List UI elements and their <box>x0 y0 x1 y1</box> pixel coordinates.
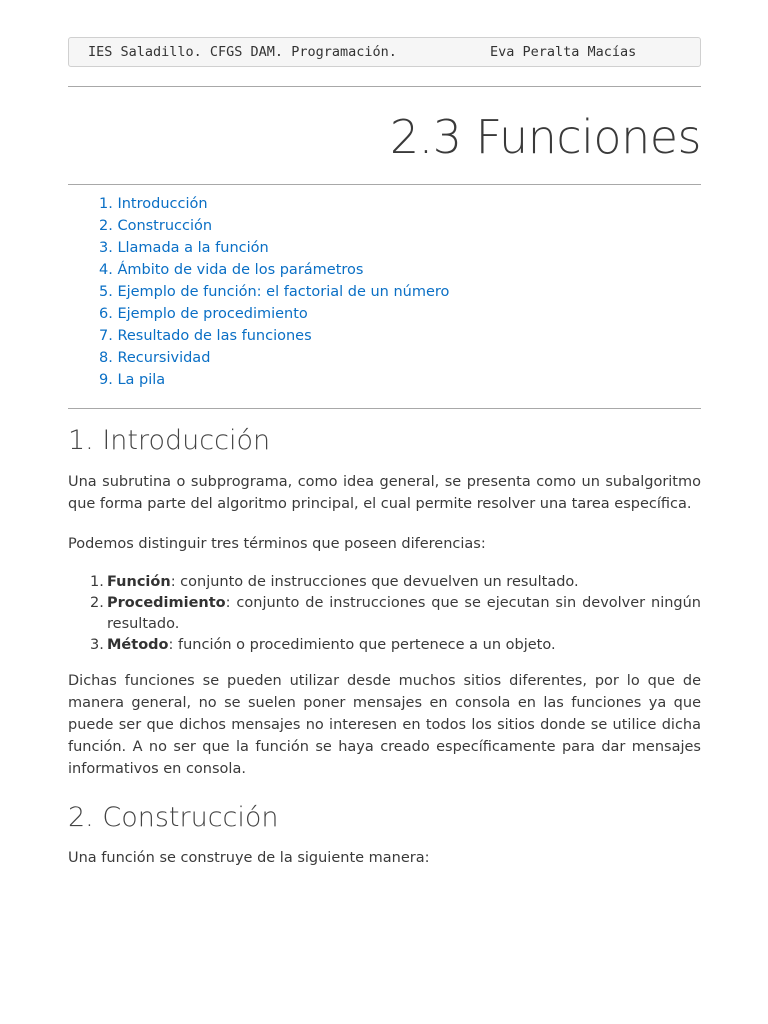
divider <box>68 184 701 185</box>
list-number: 1. <box>90 574 104 590</box>
toc-item <box>99 281 449 303</box>
term-name: Procedimiento <box>107 595 226 611</box>
list-item <box>68 572 701 593</box>
toc-item <box>99 325 449 347</box>
term-description: : función o procedimiento que pertenece a un objeto. <box>168 637 556 653</box>
toc-link-factorial[interactable]: 5. Ejemplo de función: el factorial de un número <box>99 284 450 300</box>
header-author: Eva Peralta Macías <box>490 44 637 60</box>
running-header <box>68 37 701 67</box>
list-number: 3. <box>90 637 104 653</box>
toc-link-construccion[interactable]: 2. Construcción <box>99 218 213 234</box>
paragraph: Podemos distinguir tres términos que poseen diferencias: <box>68 536 486 552</box>
terms-list <box>68 572 701 656</box>
toc-link-resultado[interactable]: 7. Resultado de las funciones <box>99 328 312 344</box>
term-description: : conjunto de instrucciones que se ejecutan sin devolver ningún resultado. <box>107 595 701 632</box>
term-name: Función <box>107 574 171 590</box>
toc-item <box>99 259 449 281</box>
toc-item <box>99 215 449 237</box>
toc-link-pila[interactable]: 9. La pila <box>99 372 166 388</box>
list-number: 2. <box>90 595 104 611</box>
toc-link-introduccion[interactable]: 1. Introducción <box>99 196 208 212</box>
toc-item <box>99 347 449 369</box>
section-heading-construccion: 2. Construcción <box>68 802 279 833</box>
divider <box>68 408 701 409</box>
term-description: : conjunto de instrucciones que devuelven un resultado. <box>170 574 579 590</box>
paragraph: Dichas funciones se pueden utilizar desde muchos sitios diferentes, por lo que de manera general, no se suelen poner mensajes en consola en las funciones ya que puede ser que dichos mensajes no interesen en todos los sitios donde se utilice dicha función. A no ser que la función se haya creado específicamente para dar mensajes informativos en consola. <box>68 673 701 777</box>
paragraph: Una subrutina o subprograma, como idea general, se presenta como un subalgoritmo que forma parte del algoritmo principal, el cual permite resolver una tarea específica. <box>68 474 701 512</box>
toc-item <box>99 193 449 215</box>
toc-link-recursividad[interactable]: 8. Recursividad <box>99 350 211 366</box>
toc-item <box>99 237 449 259</box>
divider <box>68 86 701 87</box>
list-item <box>68 635 701 656</box>
toc-item <box>99 303 449 325</box>
toc-link-procedimiento[interactable]: 6. Ejemplo de procedimiento <box>99 306 308 322</box>
toc-item <box>99 369 449 391</box>
table-of-contents <box>99 193 449 391</box>
header-course: IES Saladillo. CFGS DAM. Programación. <box>88 44 397 60</box>
paragraph: Una función se construye de la siguiente manera: <box>68 850 430 866</box>
section-heading-introduccion: 1. Introducción <box>68 425 271 456</box>
term-name: Método <box>107 637 169 653</box>
page-title: 2.3 Funciones <box>389 110 701 164</box>
toc-link-llamada[interactable]: 3. Llamada a la función <box>99 240 269 256</box>
toc-link-ambito[interactable]: 4. Ámbito de vida de los parámetros <box>99 262 364 278</box>
list-item <box>68 593 701 635</box>
